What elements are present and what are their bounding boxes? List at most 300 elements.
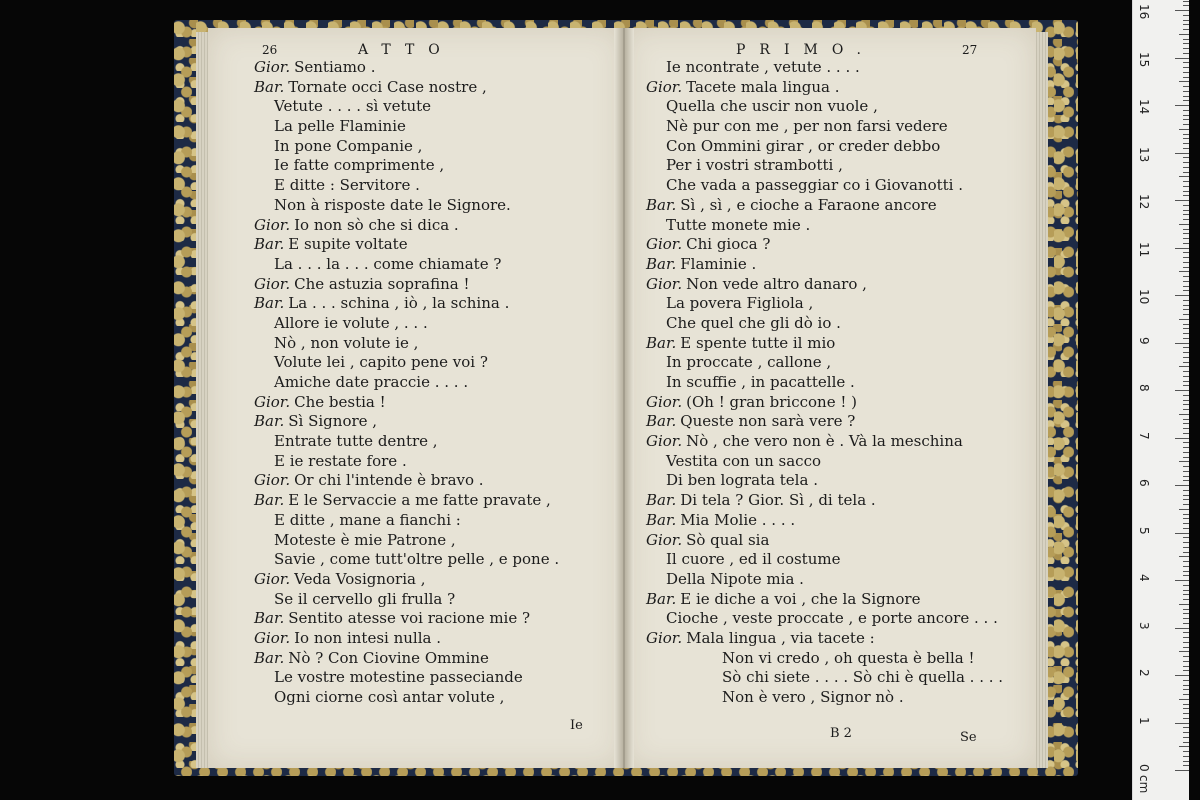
- ruler-tick: [1183, 732, 1189, 733]
- speaker-label: Gior.: [254, 274, 291, 293]
- text-line: [254, 688, 559, 708]
- ruler-tick: [1175, 770, 1189, 771]
- ruler-tick: [1183, 195, 1189, 196]
- ruler-tick: [1183, 276, 1189, 277]
- line-text: In pone Companie ,: [274, 136, 423, 155]
- text-line: [646, 334, 1003, 354]
- speaker-label: Bar.: [646, 589, 677, 608]
- line-text: Che bestia !: [294, 392, 386, 411]
- line-text: In proccate , callone ,: [666, 353, 832, 372]
- speaker-label: Gior.: [646, 530, 683, 549]
- ruler-label: 13: [1137, 146, 1151, 162]
- speaker-label: Gior.: [254, 569, 291, 588]
- speaker-label: Bar.: [646, 195, 677, 214]
- ruler-tick: [1183, 281, 1189, 282]
- text-line: [646, 176, 1003, 196]
- line-text: Ie fatte comprimente ,: [274, 156, 445, 175]
- text-line: [254, 294, 559, 314]
- ruler-tick: [1183, 466, 1189, 467]
- ruler-tick: [1179, 34, 1189, 35]
- ruler-tick: [1183, 20, 1189, 21]
- page-edges-right: [1036, 32, 1048, 768]
- ruler-tick: [1183, 15, 1189, 16]
- ruler-tick: [1183, 637, 1189, 638]
- ruler-tick: [1183, 476, 1189, 477]
- ruler-tick: [1183, 371, 1189, 372]
- line-text: Non vi credo , oh questa è bella !: [722, 648, 975, 667]
- ruler-tick: [1179, 746, 1189, 747]
- ruler-tick: [1183, 229, 1189, 230]
- text-line: [646, 314, 1003, 334]
- ruler-tick: [1183, 694, 1189, 695]
- ruler-tick: [1183, 376, 1189, 377]
- ruler-label: 4: [1137, 574, 1151, 582]
- line-text: Il cuore , ed il costume: [666, 550, 841, 569]
- ruler-tick: [1183, 257, 1189, 258]
- ruler-label: 12: [1137, 194, 1151, 210]
- line-text: Moteste è mie Patrone ,: [274, 530, 456, 549]
- ruler-tick: [1183, 751, 1189, 752]
- ruler-tick: [1175, 533, 1189, 534]
- speaker-label: Bar.: [646, 491, 677, 510]
- ruler-tick: [1183, 704, 1189, 705]
- line-text: Di ben lograta tela .: [666, 471, 818, 490]
- ruler-tick: [1183, 186, 1189, 187]
- ruler-tick: [1183, 552, 1189, 553]
- ruler-tick: [1183, 324, 1189, 325]
- ruler-tick: [1175, 10, 1189, 11]
- ruler-tick: [1183, 599, 1189, 600]
- ruler-tick: [1183, 504, 1189, 505]
- ruler-tick: [1183, 172, 1189, 173]
- text-line: [646, 550, 1003, 570]
- ruler-tick: [1179, 414, 1189, 415]
- ruler-tick: [1183, 110, 1189, 111]
- text-line: [254, 373, 559, 393]
- ruler-tick: [1183, 609, 1189, 610]
- ruler-tick: [1183, 761, 1189, 762]
- ruler-tick: [1183, 718, 1189, 719]
- ruler-tick: [1183, 48, 1189, 49]
- text-line: [646, 432, 1003, 452]
- text-line: [254, 570, 559, 590]
- line-text: E ditte : Servitore .: [274, 176, 420, 195]
- ruler-tick: [1175, 390, 1189, 391]
- ruler-tick: [1179, 81, 1189, 82]
- text-line: [254, 668, 559, 688]
- ruler-tick: [1179, 224, 1189, 225]
- ruler-tick: [1183, 433, 1189, 434]
- line-text: Le vostre motestine passeciande: [274, 668, 523, 687]
- ruler-label: 16: [1137, 4, 1151, 20]
- ruler-tick: [1183, 86, 1189, 87]
- ruler-tick: [1183, 708, 1189, 709]
- text-line: [254, 176, 559, 196]
- text-line: [646, 570, 1003, 590]
- text-line: [646, 590, 1003, 610]
- ruler-tick: [1183, 5, 1189, 6]
- text-line: [646, 78, 1003, 98]
- text-line: [646, 255, 1003, 275]
- ruler-tick: [1183, 480, 1189, 481]
- ruler-tick: [1183, 157, 1189, 158]
- text-line: [646, 235, 1003, 255]
- ruler-tick: [1183, 162, 1189, 163]
- ruler-tick: [1179, 176, 1189, 177]
- line-text: E ie diche a voi , che la Signore: [680, 589, 921, 608]
- ruler-tick: [1175, 295, 1189, 296]
- ruler-tick: [1183, 381, 1189, 382]
- text-line: [254, 629, 559, 649]
- ruler-tick: [1183, 67, 1189, 68]
- ruler-label: 3: [1137, 621, 1151, 630]
- text-line: [254, 216, 559, 236]
- text-line: [646, 412, 1003, 432]
- ruler-tick: [1183, 290, 1189, 291]
- line-text: Nò ? Con Ciovine Ommine: [288, 648, 489, 667]
- speaker-label: Gior.: [254, 471, 291, 490]
- right-running-header: PRIMO.: [736, 42, 875, 58]
- ruler-tick: [1183, 305, 1189, 306]
- line-text: Che astuzia soprafina !: [294, 274, 470, 293]
- ruler-tick: [1183, 72, 1189, 73]
- ruler-tick: [1183, 457, 1189, 458]
- speaker-label: Bar.: [254, 235, 285, 254]
- ruler-tick: [1175, 485, 1189, 486]
- right-catchword: Se: [960, 730, 977, 745]
- ruler-tick: [1183, 100, 1189, 101]
- text-line: [254, 353, 559, 373]
- line-text: Della Nipote mia .: [666, 569, 804, 588]
- text-line: [646, 511, 1003, 531]
- speaker-label: Gior.: [646, 392, 683, 411]
- ruler-tick: [1179, 651, 1189, 652]
- line-text: La . . . schina , iò , la schina .: [288, 294, 510, 313]
- ruler-tick: [1179, 604, 1189, 605]
- ruler-label: 11: [1137, 241, 1151, 257]
- text-line: [646, 196, 1003, 216]
- ruler-tick: [1175, 200, 1189, 201]
- text-line: [646, 393, 1003, 413]
- text-line: [254, 196, 559, 216]
- line-text: Che quel che gli dò io .: [666, 313, 841, 332]
- line-text: Sò chi siete . . . . Sò chi è quella . . . .: [722, 668, 1004, 687]
- text-line: [254, 275, 559, 295]
- line-text: Flaminie .: [680, 254, 757, 273]
- ruler-tick: [1175, 58, 1189, 59]
- ruler-tick: [1183, 575, 1189, 576]
- text-line: [646, 137, 1003, 157]
- line-text: Di tela ? Gior. Sì , di tela .: [680, 491, 876, 510]
- ruler-tick: [1183, 148, 1189, 149]
- speaker-label: Gior.: [646, 628, 683, 647]
- ruler-tick: [1183, 452, 1189, 453]
- text-line: [254, 58, 559, 78]
- ruler-tick: [1175, 438, 1189, 439]
- line-text: Chi gioca ?: [686, 235, 771, 254]
- ruler-tick: [1183, 542, 1189, 543]
- ruler-tick: [1179, 271, 1189, 272]
- ruler-tick: [1183, 24, 1189, 25]
- text-line: [254, 235, 559, 255]
- text-line: [254, 531, 559, 551]
- ruler-tick: [1183, 765, 1189, 766]
- speaker-label: Bar.: [254, 412, 285, 431]
- ruler-tick: [1183, 495, 1189, 496]
- speaker-label: Gior.: [646, 77, 683, 96]
- line-text: Ie ncontrate , vetute . . . .: [666, 58, 860, 76]
- ruler-tick: [1179, 319, 1189, 320]
- ruler-tick: [1183, 29, 1189, 30]
- text-line: [254, 78, 559, 98]
- line-text: Veda Vosignoria ,: [294, 569, 426, 588]
- text-line: [254, 649, 559, 669]
- line-text: Cioche , veste proccate , e porte ancore . . .: [666, 609, 998, 628]
- ruler-tick: [1183, 742, 1189, 743]
- ruler-tick: [1183, 233, 1189, 234]
- ruler-tick: [1183, 62, 1189, 63]
- ruler-label: 14: [1137, 99, 1151, 115]
- text-line: [646, 668, 1003, 688]
- ruler-tick: [1183, 642, 1189, 643]
- speaker-label: Bar.: [646, 333, 677, 352]
- ruler-tick: [1179, 699, 1189, 700]
- ruler-label: 5: [1137, 526, 1151, 535]
- ruler-tick: [1183, 191, 1189, 192]
- text-line: [254, 97, 559, 117]
- ruler-tick: [1183, 571, 1189, 572]
- left-running-header: ATTO: [358, 42, 454, 58]
- ruler-tick: [1183, 262, 1189, 263]
- ruler-tick: [1183, 727, 1189, 728]
- ruler-tick: [1183, 134, 1189, 135]
- line-text: E spente tutte il mio: [680, 333, 836, 352]
- line-text: Nè pur con me , per non farsi vedere: [666, 117, 948, 136]
- right-page-text: [646, 58, 1003, 708]
- text-line: [646, 97, 1003, 117]
- speaker-label: Gior.: [254, 58, 291, 76]
- line-text: Tornate occi Case nostre ,: [288, 77, 487, 96]
- line-text: Volute lei , capito pene voi ?: [274, 353, 488, 372]
- ruler-tick: [1183, 43, 1189, 44]
- line-text: Sentito atesse voi racione mie ?: [288, 609, 531, 628]
- speaker-label: Bar.: [646, 510, 677, 529]
- text-line: [646, 353, 1003, 373]
- ruler-tick: [1183, 623, 1189, 624]
- text-line: [254, 117, 559, 137]
- ruler-tick: [1183, 680, 1189, 681]
- ruler-tick: [1183, 528, 1189, 529]
- line-text: In scuffie , in pacattelle .: [666, 373, 855, 391]
- ruler-tick: [1183, 404, 1189, 405]
- ruler-label: 7: [1137, 431, 1151, 440]
- ruler-tick: [1183, 96, 1189, 97]
- ruler-label: 2: [1137, 669, 1151, 677]
- text-line: [646, 609, 1003, 629]
- line-text: E supite voltate: [288, 235, 408, 254]
- line-text: Entrate tutte dentre ,: [274, 432, 438, 451]
- line-text: Ogni ciorne così antar volute ,: [274, 688, 505, 706]
- speaker-label: Gior.: [646, 235, 683, 254]
- text-line: [646, 216, 1003, 236]
- ruler-tick: [1183, 423, 1189, 424]
- text-line: [254, 334, 559, 354]
- text-line: [254, 156, 559, 176]
- text-line: [646, 491, 1003, 511]
- left-page: [208, 28, 622, 768]
- speaker-label: Bar.: [646, 412, 677, 431]
- ruler-tick: [1183, 181, 1189, 182]
- text-line: [254, 412, 559, 432]
- line-text: E ditte , mane a fianchi :: [274, 510, 461, 529]
- line-text: (Oh ! gran briccone ! ): [686, 392, 857, 411]
- text-line: [646, 452, 1003, 472]
- ruler-tick: [1183, 347, 1189, 348]
- ruler-tick: [1183, 143, 1189, 144]
- ruler-tick: [1183, 91, 1189, 92]
- ruler-tick: [1183, 713, 1189, 714]
- speaker-label: Gior.: [254, 392, 291, 411]
- ruler-tick: [1183, 210, 1189, 211]
- ruler-label: 1: [1137, 716, 1151, 725]
- line-text: Mala lingua , via tacete :: [686, 628, 875, 647]
- ruler-tick: [1183, 471, 1189, 472]
- ruler-tick: [1175, 628, 1189, 629]
- speaker-label: Gior.: [646, 432, 683, 451]
- left-page-text: [254, 58, 559, 708]
- right-signature-mark: B 2: [830, 726, 852, 741]
- line-text: Io non intesi nulla .: [294, 628, 441, 647]
- ruler-tick: [1183, 537, 1189, 538]
- text-line: [254, 452, 559, 472]
- ruler-tick: [1183, 566, 1189, 567]
- speaker-label: Bar.: [254, 294, 285, 313]
- ruler-tick: [1183, 409, 1189, 410]
- text-line: [254, 609, 559, 629]
- right-page-number: 27: [962, 43, 978, 57]
- ruler-tick: [1183, 632, 1189, 633]
- line-text: Queste non sarà vere ?: [680, 412, 856, 431]
- ruler-tick: [1183, 300, 1189, 301]
- ruler-tick: [1183, 514, 1189, 515]
- text-line: [254, 314, 559, 334]
- ruler-tick: [1183, 499, 1189, 500]
- ruler-tick: [1175, 105, 1189, 106]
- speaker-label: Bar.: [254, 609, 285, 628]
- speaker-label: Bar.: [254, 77, 285, 96]
- ruler-tick: [1183, 385, 1189, 386]
- line-text: Amiche date praccie . . . .: [274, 373, 469, 391]
- ruler-tick: [1183, 219, 1189, 220]
- line-text: Sò qual sia: [686, 530, 770, 549]
- ruler-tick: [1183, 670, 1189, 671]
- line-text: E ie restate fore .: [274, 451, 407, 470]
- ruler-tick: [1183, 419, 1189, 420]
- ruler-tick: [1183, 357, 1189, 358]
- ruler-tick: [1183, 167, 1189, 168]
- ruler-tick: [1183, 689, 1189, 690]
- text-line: [646, 688, 1003, 708]
- text-line: [254, 137, 559, 157]
- line-text: Non à risposte date le Signore.: [274, 195, 511, 214]
- ruler-tick: [1179, 129, 1189, 130]
- line-text: Savie , come tutt'oltre pelle , e pone .: [274, 550, 560, 569]
- ruler-tick: [1183, 362, 1189, 363]
- right-page: [626, 28, 1036, 768]
- line-text: Non vede altro danaro ,: [686, 274, 867, 293]
- ruler-tick: [1183, 523, 1189, 524]
- ruler-tick: [1175, 675, 1189, 676]
- ruler-tick: [1183, 737, 1189, 738]
- text-line: [646, 58, 1003, 78]
- ruler-tick: [1183, 267, 1189, 268]
- ruler-tick: [1183, 547, 1189, 548]
- ruler-tick: [1183, 138, 1189, 139]
- text-line: [646, 156, 1003, 176]
- text-line: [254, 471, 559, 491]
- book-gutter: [614, 28, 634, 768]
- ruler-tick: [1183, 613, 1189, 614]
- ruler-tick: [1183, 490, 1189, 491]
- text-line: [254, 590, 559, 610]
- line-text: Tutte monete mie .: [666, 215, 811, 234]
- text-line: [646, 629, 1003, 649]
- line-text: Nò , non volute ie ,: [274, 333, 419, 352]
- ruler-label: 6: [1137, 479, 1151, 487]
- line-text: Io non sò che si dica .: [294, 215, 459, 234]
- ruler-tick: [1183, 115, 1189, 116]
- ruler-tick: [1175, 153, 1189, 154]
- text-line: [646, 531, 1003, 551]
- ruler-tick: [1183, 352, 1189, 353]
- ruler-tick: [1175, 580, 1189, 581]
- line-text: Allore ie volute , . . .: [274, 313, 428, 332]
- line-text: E le Servaccie a me fatte pravate ,: [288, 491, 551, 510]
- ruler-tick: [1183, 286, 1189, 287]
- line-text: Vetute . . . . sì vetute: [274, 97, 432, 116]
- speaker-label: Bar.: [646, 254, 677, 273]
- speaker-label: Gior.: [254, 628, 291, 647]
- ruler-tick: [1175, 723, 1189, 724]
- line-text: Non è vero , Signor nò .: [722, 688, 904, 706]
- ruler-tick: [1183, 1, 1189, 2]
- line-text: Con Ommini girar , or creder debbo: [666, 136, 941, 155]
- line-text: Se il cervello gli frulla ?: [274, 589, 456, 608]
- line-text: La povera Figliola ,: [666, 294, 814, 313]
- speaker-label: Gior.: [646, 274, 683, 293]
- ruler-tick: [1183, 518, 1189, 519]
- line-text: Per i vostri strambotti ,: [666, 156, 843, 175]
- ruler-tick: [1183, 442, 1189, 443]
- ruler-tick: [1183, 685, 1189, 686]
- ruler-label: 0: [1137, 764, 1151, 772]
- line-text: La . . . la . . . come chiamate ?: [274, 254, 502, 273]
- ruler-unit: cm: [1137, 775, 1151, 794]
- line-text: Sì , sì , e cioche a Faraone ancore: [680, 195, 937, 214]
- ruler-tick: [1183, 594, 1189, 595]
- ruler-label: 9: [1137, 336, 1151, 345]
- line-text: Or chi l'intende è bravo .: [294, 471, 484, 490]
- ruler-tick: [1183, 395, 1189, 396]
- speaker-label: Bar.: [254, 648, 285, 667]
- text-line: [646, 275, 1003, 295]
- ruler-tick: [1183, 661, 1189, 662]
- ruler-tick: [1175, 343, 1189, 344]
- ruler-label: 8: [1137, 384, 1151, 392]
- ruler-tick: [1175, 248, 1189, 249]
- ruler-tick: [1183, 314, 1189, 315]
- ruler-tick: [1183, 205, 1189, 206]
